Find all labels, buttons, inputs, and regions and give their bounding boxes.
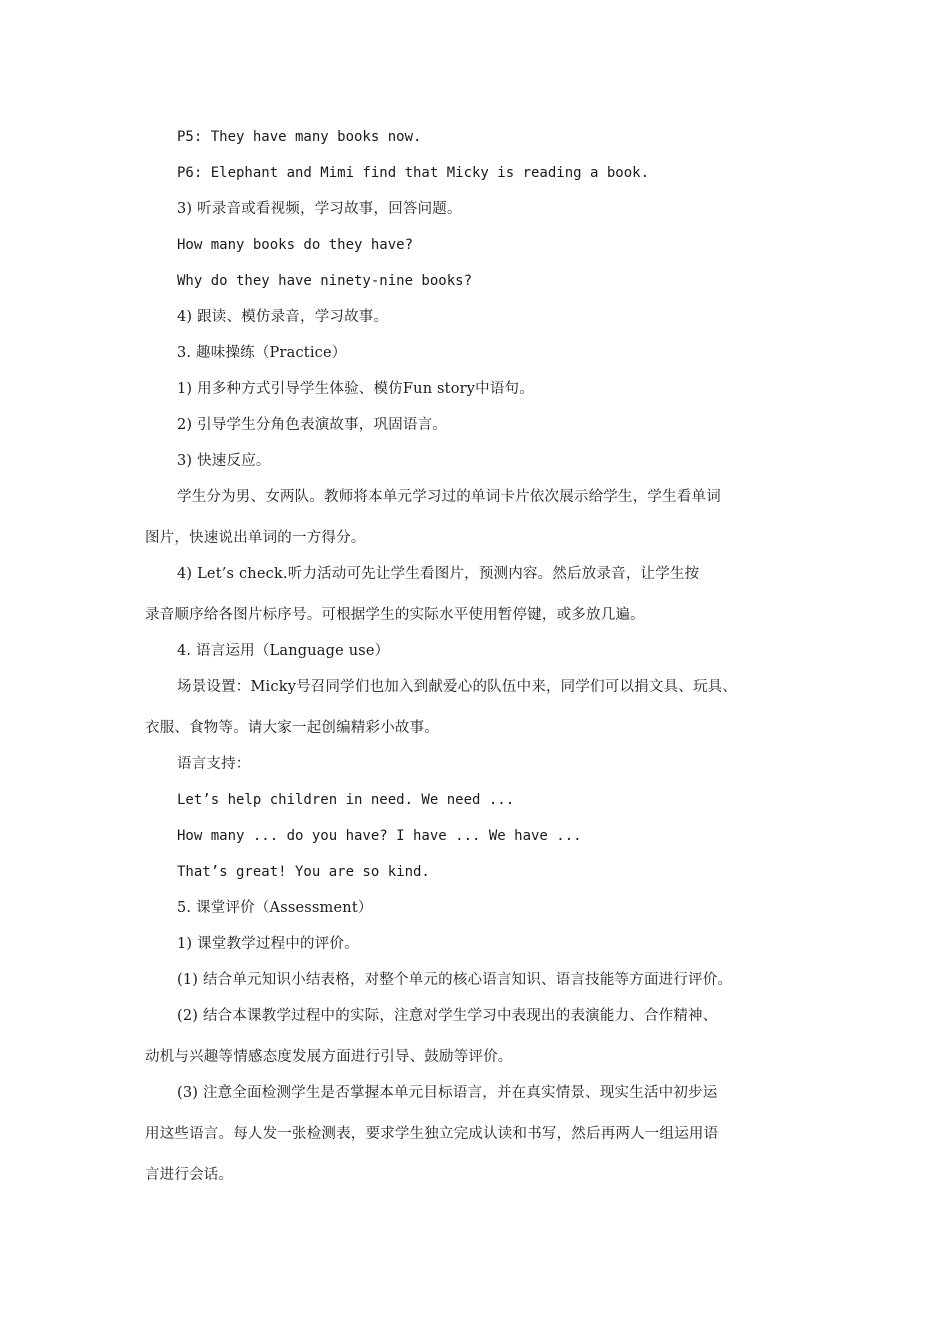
text-line-follow-read: 4) 跟读、模仿录音，学习故事。 [177, 309, 389, 325]
section-heading-assessment: 5. 课堂评价（Assessment） [177, 900, 373, 916]
text-line-assessment-1: 1) 课堂教学过程中的评价。 [177, 936, 359, 952]
paragraph-scene-line-2: 衣服、食物等。请大家一起创编精彩小故事。 [145, 720, 439, 736]
paragraph-check-line-1: 4) Let’s check.听力活动可先让学生看图片，预测内容。然后放录音，让学生按 [177, 566, 700, 582]
section-heading-language-use: 4. 语言运用（Language use） [177, 643, 390, 659]
text-line-p5: P5: They have many books now. [177, 129, 422, 145]
text-line-practice-3: 3) 快速反应。 [177, 453, 271, 469]
paragraph-teams-line-2: 图片，快速说出单词的一方得分。 [145, 530, 366, 546]
text-line-question-2: Why do they have ninety-nine books? [177, 273, 473, 289]
text-line-p6: P6: Elephant and Mimi find that Micky is reading a book. [177, 165, 650, 181]
paragraph-assessment-3-line-3: 言进行会话。 [145, 1167, 234, 1183]
paragraph-scene-line-1: 场景设置：Micky号召同学们也加入到献爱心的队伍中来，同学们可以捐文具、玩具、 [177, 679, 738, 695]
section-heading-practice: 3. 趣味操练（Practice） [177, 345, 347, 361]
paragraph-assessment-3-line-1: (3) 注意全面检测学生是否掌握本单元目标语言，并在真实情景、现实生活中初步运 [177, 1085, 718, 1101]
text-line-question-1: How many books do they have? [177, 237, 414, 253]
text-line-practice-1: 1) 用多种方式引导学生体验、模仿Fun story中语句。 [177, 381, 534, 397]
text-line-support-3: That’s great! You are so kind. [177, 864, 430, 880]
text-line-support-1: Let’s help children in need. We need ... [177, 792, 515, 808]
text-line-practice-2: 2) 引导学生分角色表演故事，巩固语言。 [177, 417, 447, 433]
text-line-listen-step: 3) 听录音或看视频，学习故事，回答问题。 [177, 201, 462, 217]
text-line-support-2: How many ... do you have? I have ... We have ... [177, 828, 582, 844]
paragraph-assessment-2-line-2: 动机与兴趣等情感态度发展方面进行引导、鼓励等评价。 [145, 1049, 513, 1065]
paragraph-assessment-3-line-2: 用这些语言。每人发一张检测表，要求学生独立完成认读和书写，然后再两人一组运用语 [145, 1126, 719, 1142]
paragraph-teams-line-1: 学生分为男、女两队。教师将本单元学习过的单词卡片依次展示给学生，学生看单词 [177, 489, 721, 505]
text-line-language-support: 语言支持： [177, 756, 251, 772]
text-line-assessment-item-1: (1) 结合单元知识小结表格，对整个单元的核心语言知识、语言技能等方面进行评价。 [177, 972, 733, 988]
paragraph-assessment-2-line-1: (2) 结合本课教学过程中的实际，注意对学生学习中表现出的表演能力、合作精神、 [177, 1008, 718, 1024]
paragraph-check-line-2: 录音顺序给各图片标序号。可根据学生的实际水平使用暂停键，或多放几遍。 [145, 607, 645, 623]
